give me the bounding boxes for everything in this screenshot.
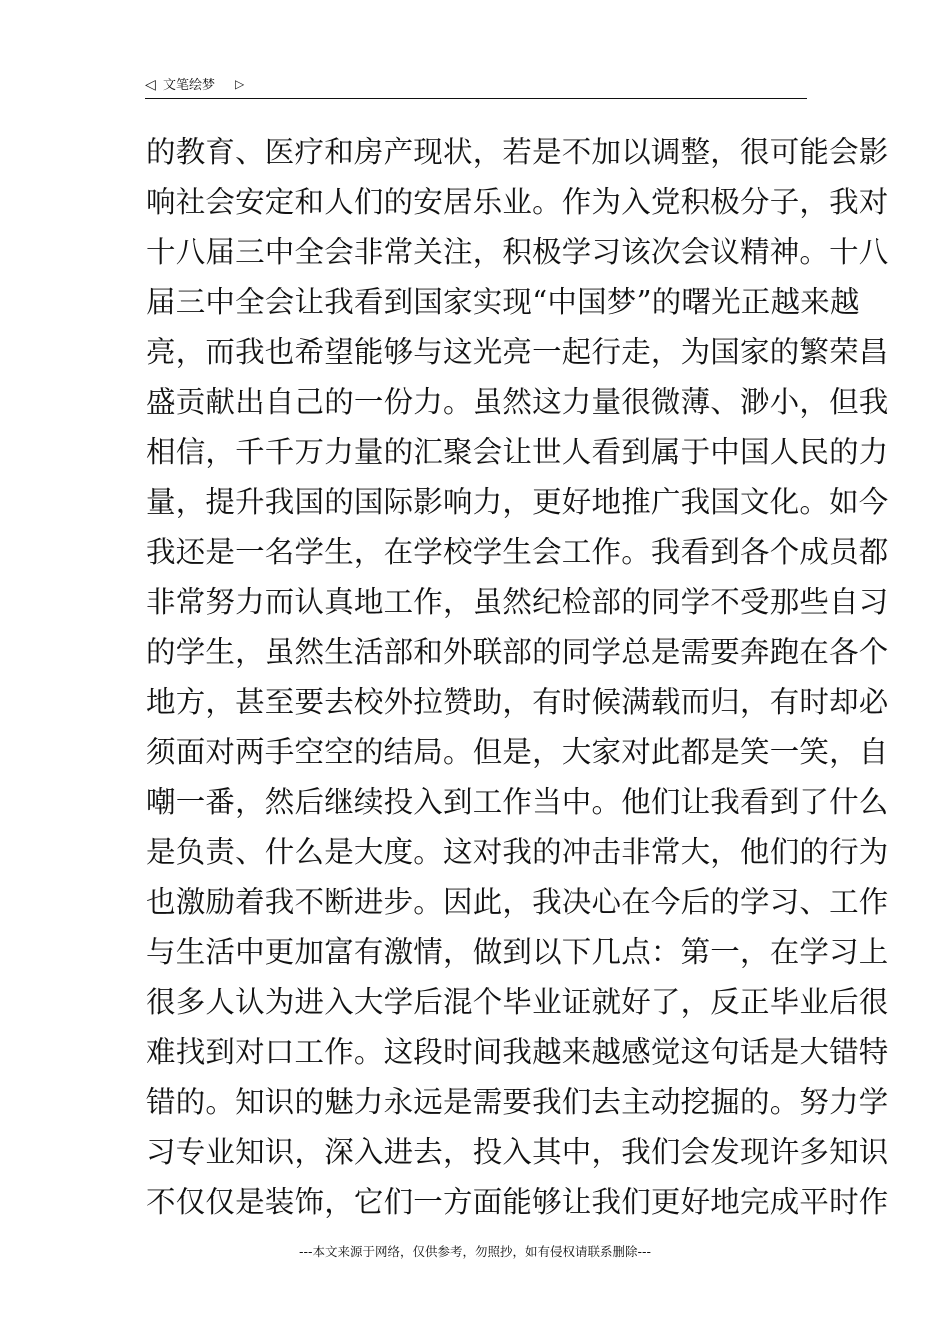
text-line: 响社会安定和人们的安居乐业。作为入党积极分子，我对 xyxy=(146,185,889,219)
text-line: 相信，千千万力量的汇聚会让世人看到属于中国人民的力 xyxy=(146,435,889,469)
text-line: 习专业知识，深入进去，投入其中，我们会发现许多知识 xyxy=(146,1135,889,1169)
text-line: 届三中全会让我看到国家实现“中国梦”的曙光正越来越 xyxy=(146,285,860,319)
left-triangle-icon: ◁ xyxy=(145,77,156,93)
page-header xyxy=(145,74,807,98)
text-line: 错的。知识的魅力永远是需要我们去主动挖掘的。努力学 xyxy=(146,1085,889,1119)
text-line: 须面对两手空空的结局。但是，大家对此都是笑一笑，自 xyxy=(146,735,889,769)
text-line: 盛贡献出自己的一份力。虽然这力量很微薄、渺小，但我 xyxy=(146,385,889,419)
text-line: 不仅仅是装饰，它们一方面能够让我们更好地完成平时作 xyxy=(146,1185,889,1219)
text-line: 的教育、医疗和房产现状，若是不加以调整，很可能会影 xyxy=(146,135,889,169)
text-line: 量，提升我国的国际影响力，更好地推广我国文化。如今 xyxy=(146,485,889,519)
header-divider xyxy=(145,98,807,99)
text-line: 地方，甚至要去校外拉赞助，有时候满载而归，有时却必 xyxy=(146,685,889,719)
right-triangle-icon: ▷ xyxy=(235,77,245,91)
body-text xyxy=(146,127,889,1227)
text-line: 难找到对口工作。这段时间我越来越感觉这句话是大错特 xyxy=(146,1035,889,1069)
text-line: 是负责、什么是大度。这对我的冲击非常大，他们的行为 xyxy=(146,835,889,869)
page-footer: ---本文来源于网络，仅供参考，勿照抄，如有侵权请联系删除--- xyxy=(298,1244,652,1259)
text-line: 也激励着我不断进步。因此，我决心在今后的学习、工作 xyxy=(146,885,889,919)
text-line: 与生活中更加富有激情，做到以下几点：第一，在学习上 xyxy=(146,935,889,969)
text-line: 的学生，虽然生活部和外联部的同学总是需要奔跑在各个 xyxy=(146,635,889,669)
header-title: 文笔绘梦 xyxy=(163,78,216,93)
text-line: 很多人认为进入大学后混个毕业证就好了，反正毕业后很 xyxy=(146,985,889,1019)
text-line: 十八届三中全会非常关注，积极学习该次会议精神。十八 xyxy=(146,235,889,269)
text-line: 亮，而我也希望能够与这光亮一起行走，为国家的繁荣昌 xyxy=(146,335,889,369)
text-line: 嘲一番，然后继续投入到工作当中。他们让我看到了什么 xyxy=(146,785,889,819)
text-line: 我还是一名学生，在学校学生会工作。我看到各个成员都 xyxy=(146,535,889,569)
text-line: 非常努力而认真地工作，虽然纪检部的同学不受那些自习 xyxy=(146,585,889,619)
